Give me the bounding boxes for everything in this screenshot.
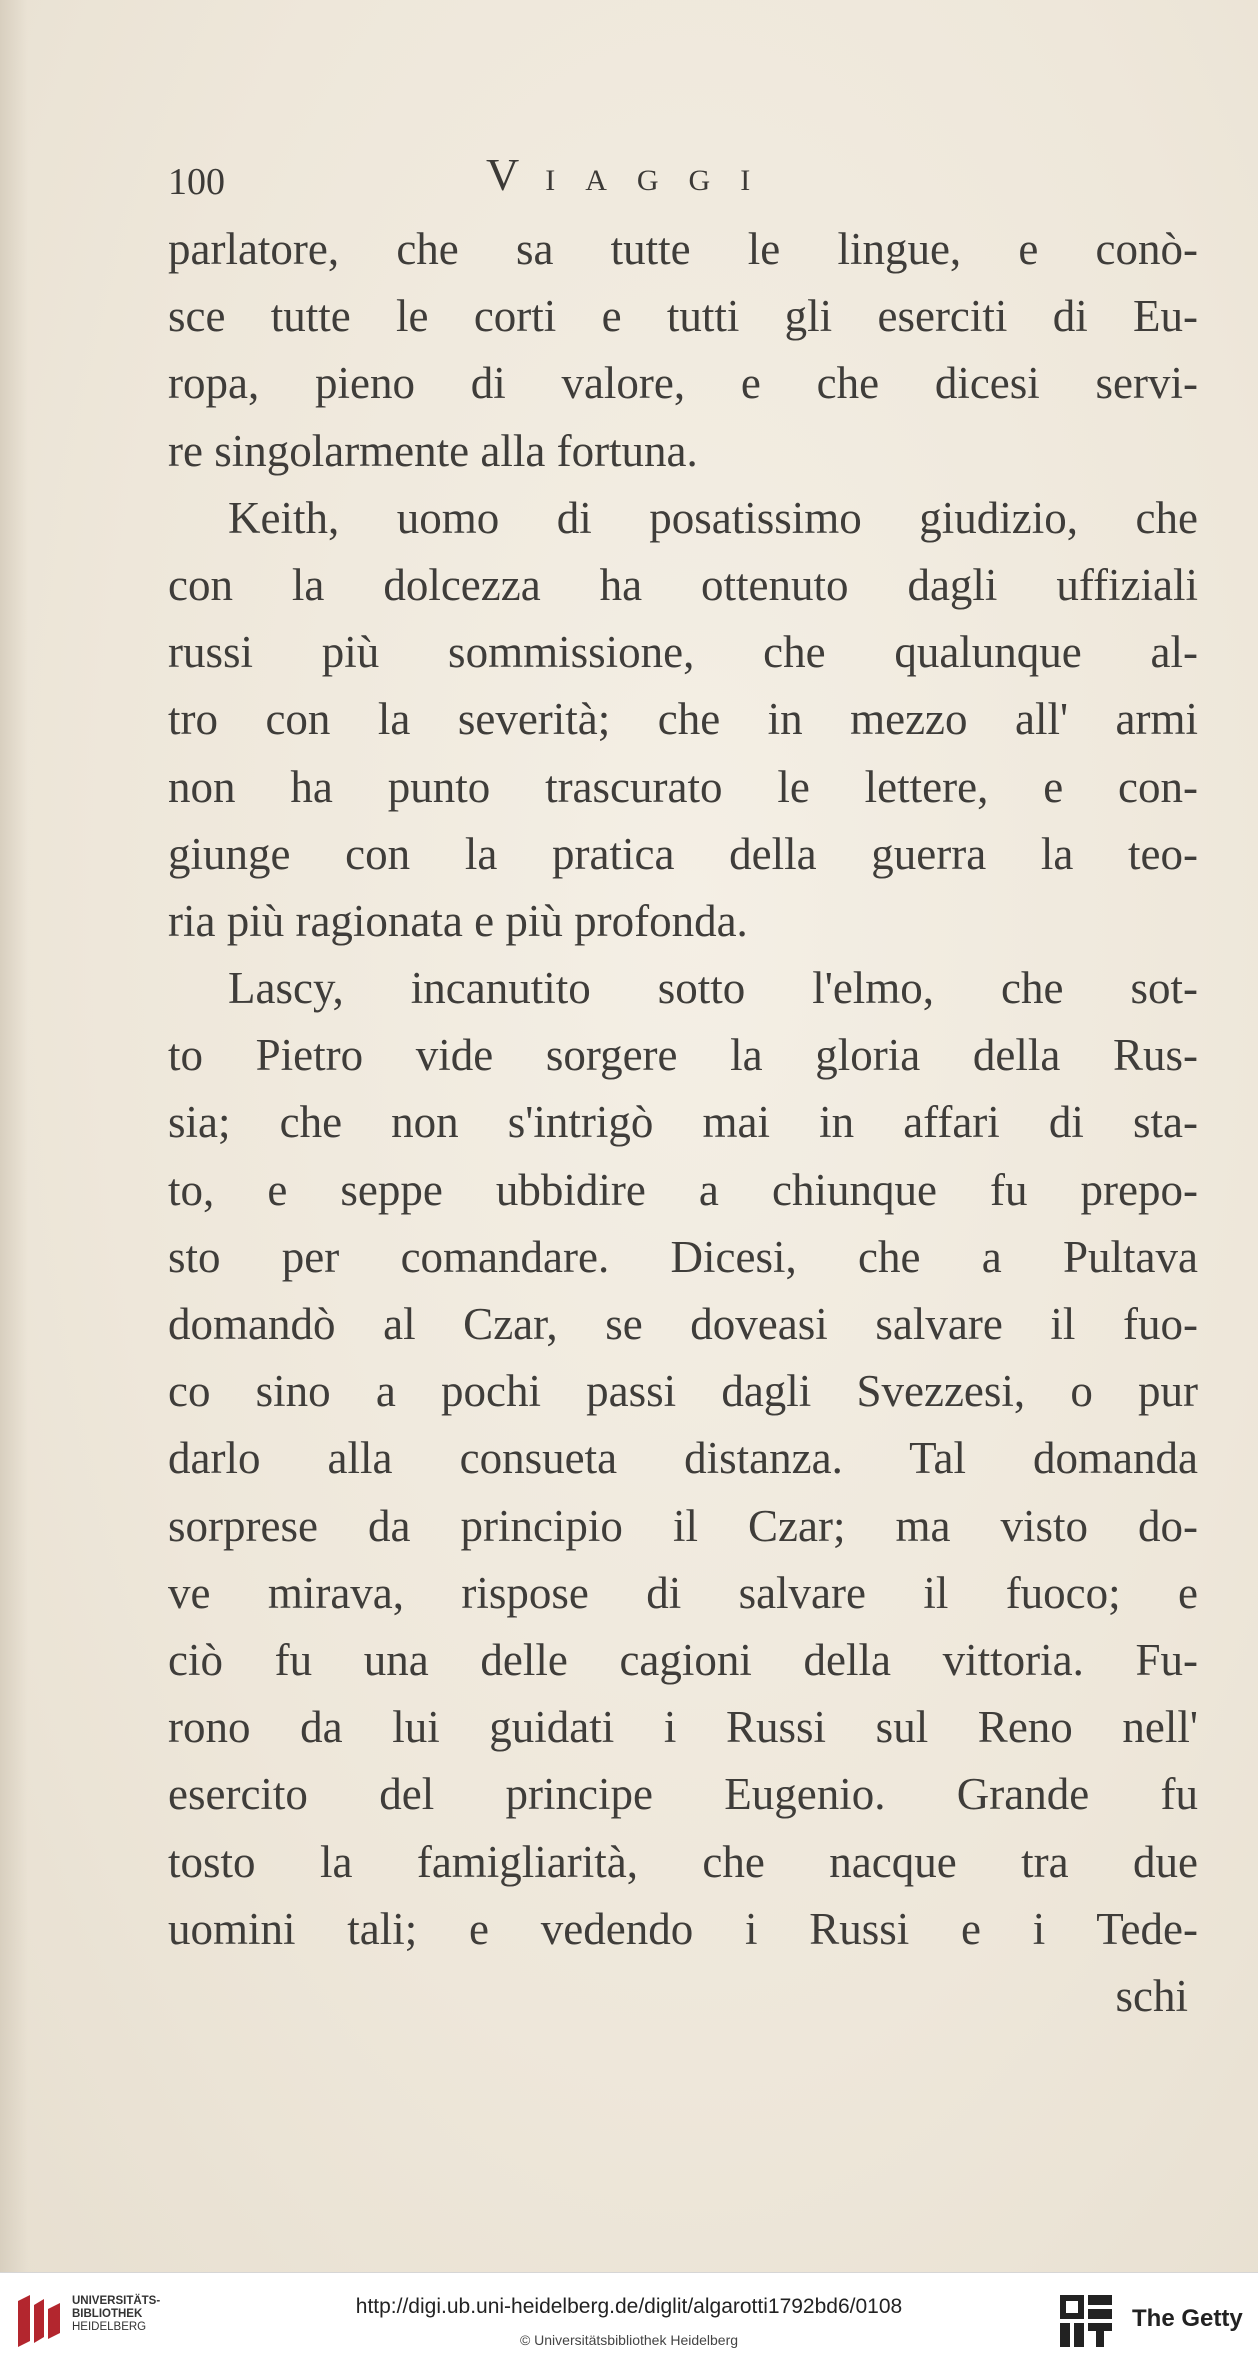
text-line: Keith, uomo di posatissimo giudizio, che	[228, 492, 1198, 543]
catchword: schi	[1115, 1970, 1188, 2021]
text-line: re singolarmente alla fortuna.	[168, 425, 698, 476]
spine-shadow	[0, 0, 28, 2272]
text-line: ria più ragionata e più profonda.	[168, 895, 748, 946]
running-title-initial: V	[486, 149, 520, 200]
text-line: con la dolcezza ha ottenuto dagli uffiziali	[168, 559, 1198, 610]
text-line: co sino a pochi passi dagli Svezzesi, o pur	[168, 1366, 1198, 1417]
text-line: Lascy, incanutito sotto l'elmo, che sot-	[228, 963, 1198, 1014]
text-line: domandò al Czar, se doveasi salvare il fuo-	[168, 1299, 1198, 1349]
permalink-url[interactable]: http://digi.ub.uni-heidelberg.de/diglit/algarotti1792bd6/0108	[355, 2295, 903, 2318]
page-number: 100	[168, 161, 225, 203]
text-line: darlo alla consueta distanza. Tal domanda	[168, 1433, 1198, 1484]
running-title-rest: IAGGI	[545, 164, 781, 197]
running-title	[486, 148, 780, 201]
text-line: non ha punto trascurato le lettere, e con-	[168, 761, 1198, 812]
text-block	[168, 216, 1198, 2030]
viewer-footer	[0, 2272, 1258, 2365]
text-line: esercito del principe Eugenio. Grande fu	[168, 1769, 1198, 1820]
library-name-line2: BIBLIOTHEK	[72, 2308, 143, 2320]
text-line: ciò fu una delle cagioni della vittoria. Fu-	[168, 1634, 1198, 1685]
getty-logo-icon	[1058, 2293, 1114, 2349]
partner-name: The Getty	[1132, 2305, 1243, 2332]
copyright-notice: © Universitätsbibliothek Heidelberg	[519, 2332, 739, 2348]
text-line: tosto la famigliarità, che nacque tra due	[168, 1836, 1198, 1887]
text-line: tro con la severità; che in mezzo all' armi	[168, 694, 1198, 745]
text-line: russi più sommissione, che qualunque al-	[168, 627, 1198, 678]
library-city: HEIDELBERG	[72, 2321, 147, 2333]
text-line: uomini tali; e vedendo i Russi e i Tede-	[168, 1903, 1198, 1954]
library-name-line1: UNIVERSITÄTS-	[72, 2295, 161, 2307]
text-line: giunge con la pratica della guerra la teo-	[168, 828, 1198, 879]
text-line: ropa, pieno di valore, e che dicesi servi-	[168, 358, 1198, 409]
text-line: sto per comandare. Dicesi, che a Pultava	[168, 1231, 1198, 1282]
text-line: parlatore, che sa tutte le lingue, e conò-	[168, 224, 1198, 274]
text-line: to, e seppe ubbidire a chiunque fu prepo-	[168, 1164, 1198, 1215]
text-line: sia; che non s'intrigò mai in affari di sta-	[168, 1097, 1198, 1148]
text-line: sorprese da principio il Czar; ma visto do-	[168, 1500, 1198, 1551]
text-line: rono da lui guidati i Russi sul Reno nell'	[168, 1702, 1198, 1753]
text-line: to Pietro vide sorgere la gloria della Rus-	[168, 1030, 1198, 1081]
text-line: sce tutte le corti e tutti gli eserciti di Eu-	[168, 291, 1198, 342]
text-line: ve mirava, rispose di salvare il fuoco; e	[168, 1567, 1198, 1618]
